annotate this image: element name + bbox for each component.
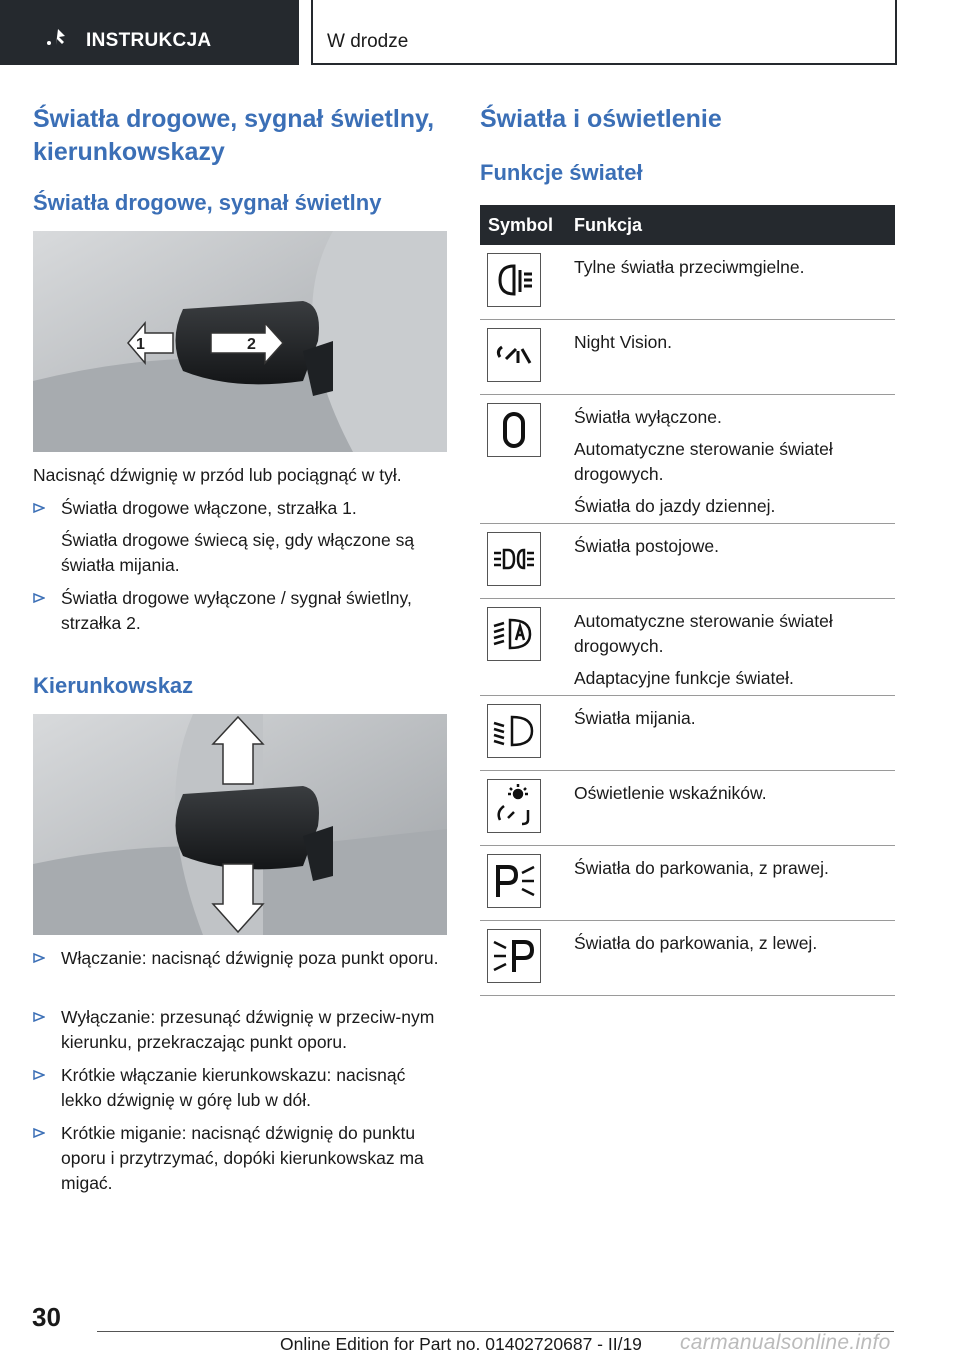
triangle-bullet-icon bbox=[33, 502, 45, 514]
chapter-label: INSTRUKCJA bbox=[86, 30, 212, 51]
bullet-item bbox=[33, 1063, 447, 1120]
bullet-text: Wyłączanie: przesunąć dźwignię w przeciw-nym kierunku, przekraczając punkt oporu. bbox=[61, 1007, 435, 1052]
parking-lights-icon bbox=[487, 532, 541, 586]
triangle-bullet-icon bbox=[33, 1069, 45, 1081]
low-beam-icon bbox=[487, 704, 541, 758]
arrow-label-1: 1 bbox=[136, 336, 145, 353]
triangle-bullet-icon bbox=[33, 592, 45, 604]
edition-text: Online Edition for Part no. 01402720687 - II/19 bbox=[280, 1334, 642, 1354]
chapter-tab[interactable] bbox=[0, 0, 299, 65]
parking-light-right-icon bbox=[487, 854, 541, 908]
function-text: Światła do parkowania, z lewej. bbox=[574, 933, 818, 953]
left-subtitle-high-beam: Światła drogowe, sygnał świetlny bbox=[33, 190, 382, 215]
arrow-label-2: 2 bbox=[247, 336, 256, 353]
table-row bbox=[480, 846, 895, 921]
bullet-extra-text: Światła drogowe świecą się, gdy włączone są światła mijania. bbox=[61, 530, 415, 575]
watermark: carmanualsonline.info bbox=[680, 1331, 891, 1354]
table-row bbox=[480, 696, 895, 771]
lights-off-icon bbox=[487, 403, 541, 457]
table-row bbox=[480, 395, 895, 524]
high-beam-lever-photo bbox=[33, 231, 447, 452]
left-title: Światła drogowe, sygnał świetlny, kierunkowskazy bbox=[33, 105, 435, 166]
triangle-bullet-icon bbox=[33, 1011, 45, 1023]
table-row bbox=[480, 921, 895, 996]
function-text: Światła wyłączone. bbox=[574, 407, 722, 427]
bullet-text: Włączanie: nacisnąć dźwignię poza punkt oporu. bbox=[61, 948, 439, 968]
bullet-item bbox=[33, 1005, 447, 1062]
function-text: Oświetlenie wskaźników. bbox=[574, 783, 767, 803]
parking-light-left-icon bbox=[487, 929, 541, 983]
bullet-text: Światła drogowe włączone, strzałka 1. bbox=[61, 498, 357, 518]
night-vision-icon bbox=[487, 328, 541, 382]
function-text: Światła postojowe. bbox=[574, 536, 719, 556]
triangle-bullet-icon bbox=[33, 1127, 45, 1139]
bullet-text: Światła drogowe wyłączone / sygnał świetlny, strzałka 2. bbox=[61, 588, 412, 633]
page-number: 30 bbox=[32, 1302, 61, 1332]
table-header bbox=[480, 205, 895, 245]
function-text: Night Vision. bbox=[574, 332, 672, 352]
automatic-headlight-icon bbox=[487, 607, 541, 661]
left-subtitle-turn-signal: Kierunkowskaz bbox=[33, 673, 194, 698]
function-text: Automatyczne sterowanie świateł drogowych. bbox=[574, 439, 833, 484]
function-text: Adaptacyjne funkcje świateł. bbox=[574, 668, 794, 688]
table-row bbox=[480, 524, 895, 599]
light-functions-table bbox=[480, 205, 895, 996]
table-row bbox=[480, 771, 895, 846]
right-title: Światła i oświetlenie bbox=[480, 105, 722, 133]
spark-icon bbox=[44, 28, 66, 48]
rear-fog-light-icon bbox=[487, 253, 541, 307]
section-tab[interactable] bbox=[311, 0, 897, 65]
bullet-item bbox=[33, 1121, 447, 1203]
table-row bbox=[480, 599, 895, 696]
bullet-item bbox=[33, 946, 447, 978]
bullet-text: Krótkie miganie: nacisnąć dźwignię do punktu oporu i przytrzymać, dopóki kierunkowskaz ma migać. bbox=[61, 1123, 424, 1193]
bullet-text: Krótkie włączanie kierunkowskazu: nacisnąć lekko dźwignię w górę lub w dół. bbox=[61, 1065, 406, 1110]
right-subtitle: Funkcje świateł bbox=[480, 160, 643, 185]
bullet-item bbox=[33, 496, 447, 585]
header-function: Funkcja bbox=[574, 215, 643, 235]
function-text: Automatyczne sterowanie świateł drogowych. bbox=[574, 611, 833, 656]
table-row bbox=[480, 245, 895, 320]
table-row bbox=[480, 320, 895, 395]
turn-signal-lever-photo bbox=[33, 714, 447, 935]
function-text: Tylne światła przeciwmgielne. bbox=[574, 257, 805, 277]
bullet-item bbox=[33, 586, 447, 643]
function-text: Światła mijania. bbox=[574, 708, 696, 728]
function-text: Światła do jazdy dziennej. bbox=[574, 496, 776, 516]
section-label: W drodze bbox=[327, 31, 409, 52]
header-symbol: Symbol bbox=[488, 215, 554, 235]
triangle-bullet-icon bbox=[33, 952, 45, 964]
intro-text: Nacisnąć dźwignię w przód lub pociągnąć w tył. bbox=[33, 465, 402, 485]
instrument-lighting-icon bbox=[487, 779, 541, 833]
function-text: Światła do parkowania, z prawej. bbox=[574, 858, 829, 878]
